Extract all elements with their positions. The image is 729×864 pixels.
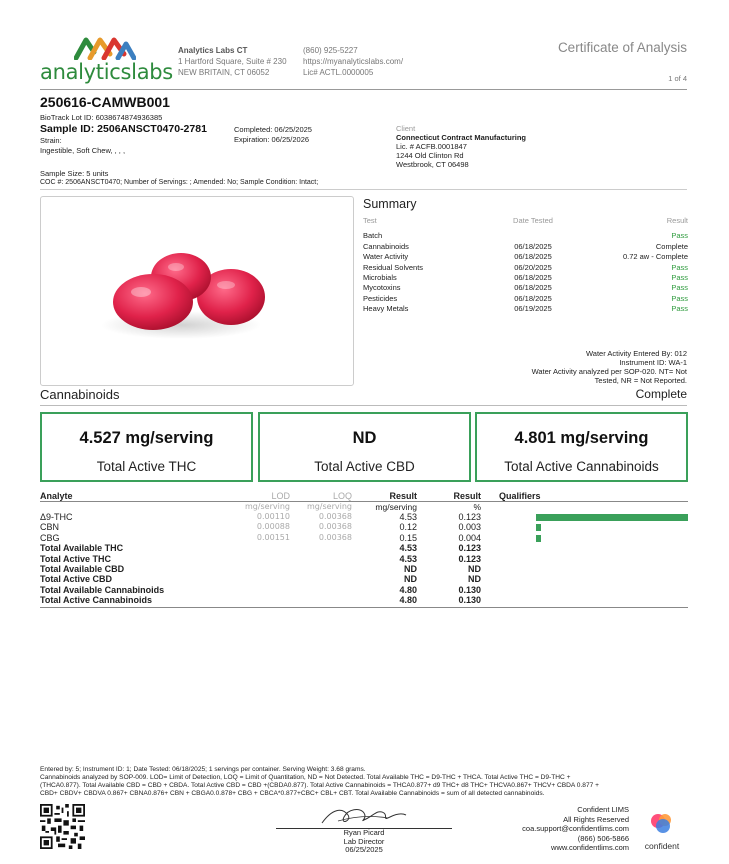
wa-note-line4: Tested, NR = Not Reported. [594,376,687,385]
analyte-result-pct: ND [468,574,481,585]
analyte-name: Total Active Cannabinoids [40,595,153,606]
col-loq: LOQ [332,491,352,501]
analyte-name: Total Active THC [40,553,112,564]
summary-header-row [363,216,688,226]
wa-note-line2: Instrument ID: WA-1 [619,358,687,367]
analyte-loq [290,564,352,574]
summary-result: Pass [671,262,688,272]
client-name: Connecticut Contract Manufacturing [396,133,527,142]
analyte-lod [200,585,290,595]
analyte-result: 4.80 [399,595,417,606]
analyte-lod: 0.00110 [256,512,290,521]
analyte-result: ND [404,563,417,574]
summary-row [363,294,688,304]
lab-logo-text: analyticslabs [40,60,173,84]
lims-email[interactable]: coa.support@confidentlims.com [522,824,629,833]
analyte-name: CBG [40,532,60,543]
analyte-result: 4.53 [399,553,417,564]
unit-lod: mg/serving [244,502,290,511]
lims-website[interactable]: www.confidentlims.com [551,843,629,852]
summary-title: Summary [363,197,417,211]
unit-loq: mg/serving [306,502,352,511]
client-license: Lic. # ACFB.0001847 [396,142,467,151]
analyte-result: 4.80 [399,584,417,595]
summary-test: Microbials [363,272,397,282]
card-total-active-thc [40,412,253,482]
summary-result: Pass [671,231,688,241]
analyte-loq [290,595,352,605]
analyte-row [40,595,688,605]
footer-line4: CBD+ CBDV+ CBDVA 0.867+ CBNA0.876+ CBN + CBGA0.0.878+ CBG + CBCA*0.877+CBC+ CBL+ CBT. Total Available Cannabinoids = sum of all detected cannabinoids. [40,790,545,797]
analyte-row [40,574,688,584]
analyte-name: Total Active CBD [40,574,113,585]
page-number: 1 of 4 [668,74,687,83]
lims-name: Confident LIMS [577,805,629,814]
summary-date: 06/18/2025 [514,252,552,262]
analyte-result-pct: 0.123 [458,553,481,564]
summary-result: Complete [655,241,688,251]
analyte-bar [536,514,688,521]
client-address-line1: 1244 Old Clinton Rd [396,151,464,160]
analyte-loq [290,574,352,584]
analyte-loq [290,554,352,564]
summary-row [363,252,688,262]
lims-rights: All Rights Reserved [563,814,629,824]
analyte-lod [200,595,290,605]
summary-rows [363,231,688,314]
analyte-result: ND [404,574,417,585]
signature-icon [318,803,410,829]
wa-note-line1: Water Activity Entered By: 012 [585,349,687,358]
summary-date [488,231,578,241]
summary-row [363,231,688,241]
sample-type: Ingestible, Soft Chew, , , , [40,145,126,155]
lab-address-block [178,45,287,78]
analyte-name: Total Available THC [40,543,124,554]
analyte-lod: 0.00088 [256,522,290,532]
analyte-bar [536,524,541,531]
footer-line2: Cannabinoids analyzed by SOP-009. LOD= Limit of Detection, LOQ = Limit of Quantitation, ND = Not Detected. Total Available THC = D9-THC + THCA. Total Active THC = D9-THC + [40,774,571,781]
expiration-date: Expiration: 06/25/2026 [234,134,310,144]
analyte-units-row [40,502,688,512]
analyte-result-pct: 0.003 [458,522,481,533]
analyte-qualifiers [481,533,688,543]
col-result-pct: Result [453,491,481,501]
cannabinoids-status: Complete [635,387,687,401]
analyte-lod [200,554,290,564]
summary-test: Mycotoxins [363,283,401,293]
analyte-row [40,543,688,553]
analyte-result: 0.15 [399,532,417,543]
qr-code-icon[interactable] [40,804,85,849]
lab-name: Analytics Labs CT [178,46,248,55]
analyte-qualifiers [481,585,688,595]
signer-date: 06/25/2025 [345,845,383,854]
lab-address-line1: 1 Hartford Square, Suite # 230 [178,57,287,66]
signer-name: Ryan Picard [343,828,385,837]
coc-line: COC #: 2506ANSCT0470; Number of Servings: ; Amended: No; Sample Condition: Intact; [40,179,319,186]
analyte-result: 4.53 [399,543,417,554]
card-total-active-cbd [258,412,471,482]
summary-test: Heavy Metals [363,304,409,314]
lab-license: Lic# ACTL.0000005 [303,68,374,77]
analyte-lod [200,574,290,584]
analyte-qualifiers [481,574,688,584]
sample-strain-type [40,136,125,155]
summary-date: 06/18/2025 [514,293,552,303]
document-title: Certificate of Analysis [557,40,687,55]
biotrack-lot-id: BioTrack Lot ID: 6038674874936385 [40,113,163,122]
confident-logo-mark-icon [649,812,675,834]
card-value: ND [352,429,377,447]
analyte-result-pct: ND [468,563,481,574]
analyte-loq: 0.00368 [318,512,352,521]
sample-dates [234,125,312,144]
analyte-result-pct: 0.130 [458,584,481,595]
analyte-result-pct: 0.130 [458,595,481,606]
strain: Strain: [40,136,62,145]
wa-note-line3: Water Activity analyzed per SOP-020. NT= Not [531,367,687,376]
summary-date: 06/20/2025 [514,262,552,272]
lims-phone: (866) 506-5866 [577,833,629,843]
analyte-row [40,585,688,595]
lab-logo-mark-icon [74,36,136,60]
client-address-line2: Westbrook, CT 06498 [396,160,469,169]
summary-result: 0.72 aw - Complete [622,252,688,262]
analyte-loq [290,543,352,553]
analyte-result-pct: 0.123 [458,543,481,554]
analyte-result: 4.53 [399,512,417,522]
col-lod: LOD [271,491,290,501]
analyte-result-pct: 0.123 [458,512,481,522]
summary-col-result: Result [666,216,688,225]
analyte-row [40,533,688,543]
analyte-name: Δ9-THC [40,512,73,522]
unit-pct: % [473,502,481,512]
lab-address-line2: NEW BRITAIN, CT 06052 [178,68,270,77]
sample-size: Sample Size: 5 units [40,169,109,178]
batch-id: 250616-CAMWB001 [40,94,170,110]
summary-result: Pass [671,272,688,282]
completed-date: Completed: 06/25/2025 [234,125,312,134]
analyte-name: CBN [40,522,60,533]
analyte-result: 0.12 [399,522,417,533]
client-block [396,124,526,169]
signer-block [276,829,452,855]
summary-date: 06/18/2025 [514,241,552,251]
summary-test: Cannabinoids [363,241,409,251]
col-result: Result [389,491,417,501]
lab-phone: (860) 925-5227 [303,46,358,55]
analyte-qualifiers [481,595,688,605]
analyte-qualifiers [481,522,688,532]
analyte-row [40,522,688,532]
analyte-lod [200,564,290,574]
summary-result: Pass [671,304,688,314]
confident-logo [637,812,687,850]
summary-date: 06/19/2025 [514,304,552,314]
summary-result: Pass [671,293,688,303]
summary-table [363,216,688,315]
analyte-qualifiers [481,554,688,564]
col-qualifiers: Qualifiers [499,491,541,501]
analyte-name: Total Available CBD [40,563,125,574]
summary-test: Residual Solvents [363,262,424,272]
analyte-qualifiers [481,543,688,553]
summary-row [363,242,688,252]
analyte-loq: 0.00368 [318,532,352,542]
analyte-row [40,564,688,574]
analyte-bar [536,535,541,542]
card-value: 4.801 mg/serving [514,429,649,447]
summary-date: 06/18/2025 [514,283,552,293]
lims-block [522,805,629,853]
sample-id: Sample ID: 2506ANSCT0470-2781 [40,123,207,135]
cannabinoids-title: Cannabinoids [40,387,120,402]
card-value: 4.527 mg/serving [79,429,214,447]
summary-row [363,263,688,273]
analyte-qualifiers [481,512,688,522]
summary-col-date: Date Tested [513,216,553,225]
analyte-loq [290,585,352,595]
analyte-table-bottom-rule [40,607,688,608]
product-photo [40,196,354,386]
water-activity-note [532,349,687,385]
footer-notes [40,766,690,798]
analyte-qualifiers [481,564,688,574]
summary-row [363,304,688,314]
analyte-lod: 0.00151 [256,532,290,542]
footer-line1: Entered by: 5; Instrument ID: 1; Date Tested: 06/18/2025; 1 servings per container. Serving Weight: 3.68 grams. [40,766,366,773]
footer-line3: (THCA0.877). Total Available CBD = CBD + CBDA. Total Active CBD = CBD +(CBDA0.877). Total Active Cannabinoids = THCA0.877+ d9 THC+ d8 THC+ THCVA0.867+ THCV+ CBDA 0.877 + [40,782,599,789]
col-analyte: Analyte [40,491,73,501]
analyte-header-row [40,490,688,502]
summary-row [363,283,688,293]
confident-logo-text: confident [644,841,680,851]
card-total-active-cannabinoids [475,412,688,482]
lab-logo [40,36,173,86]
summary-result: Pass [671,283,688,293]
summary-date: 06/18/2025 [514,272,552,282]
summary-test: Water Activity [363,252,409,262]
analyte-result-pct: 0.004 [458,532,481,543]
analyte-row [40,512,688,522]
summary-col-test: Test [363,216,377,225]
summary-test: Pesticides [363,293,398,303]
unit-result: mg/serving [375,502,417,512]
card-label: Total Active THC [96,459,197,474]
lab-website[interactable]: https://myanalyticslabs.com/ [303,57,404,66]
summary-test: Batch [363,231,383,241]
analyte-table [40,490,688,608]
summary-row [363,273,688,283]
analyte-rows [40,512,688,606]
analyte-name: Total Available Cannabinoids [40,584,165,595]
lab-contact-block [303,45,403,78]
gummy-image [41,197,354,386]
card-label: Total Active Cannabinoids [504,459,659,474]
info-divider [40,189,687,190]
card-label: Total Active CBD [314,459,415,474]
cannabinoids-divider [40,405,687,406]
analyte-row [40,554,688,564]
client-label: Client [396,124,416,133]
analyte-lod [200,543,290,553]
signer-title: Lab Director [343,836,385,846]
header-divider [40,89,687,90]
analyte-loq: 0.00368 [318,522,352,532]
